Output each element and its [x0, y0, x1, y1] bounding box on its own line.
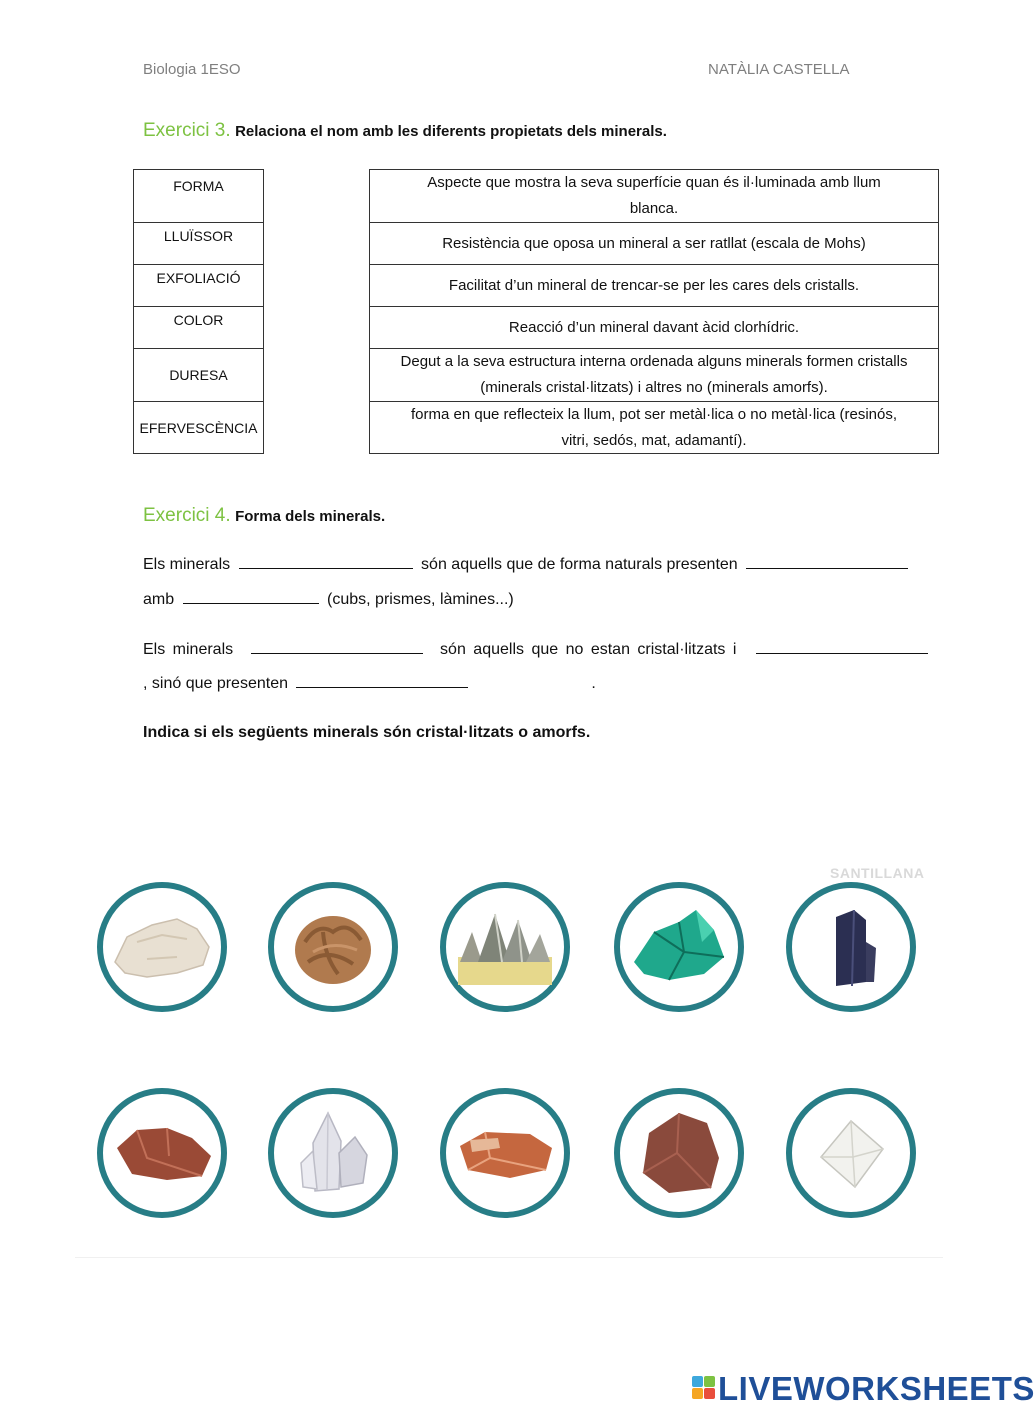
mineral-circle[interactable] — [614, 882, 744, 1012]
mineral-circle[interactable] — [268, 1088, 398, 1218]
blank-input[interactable] — [239, 554, 413, 569]
exercise3-label: Exercici 3. — [143, 120, 231, 141]
blank-input[interactable] — [183, 589, 319, 604]
paragraph1-line1 — [143, 554, 933, 574]
header-right: NATÀLIA CASTELLA — [708, 61, 850, 78]
mineral-circle[interactable] — [440, 882, 570, 1012]
mineral-circle[interactable] — [97, 882, 227, 1012]
mineral-circle[interactable] — [268, 882, 398, 1012]
blank-input[interactable] — [756, 639, 928, 654]
description-box[interactable]: forma en que reflecteix la llum, pot ser metàl·lica o no metàl·lica (resinós, vitri, sedós, mat, adamantí). — [369, 401, 939, 454]
pointed-crystal-cluster-icon — [450, 902, 560, 992]
mineral-circle[interactable] — [786, 882, 916, 1012]
exercise3-heading — [143, 120, 667, 142]
p2-text-b: són aquells que no estan cristal·litzats i — [440, 641, 737, 658]
blank-input[interactable] — [746, 554, 908, 569]
mineral-circle[interactable] — [97, 1088, 227, 1218]
red-rock-mineral-icon — [107, 1118, 217, 1188]
paragraph2-line1 — [143, 639, 933, 659]
instruction-text: Indica si els següents minerals són cristal·litzats o amorfs. — [143, 724, 591, 741]
p2-text-c: , sinó que presenten — [143, 675, 288, 692]
mineral-circle[interactable] — [614, 1088, 744, 1218]
blank-input[interactable] — [296, 673, 468, 688]
exercise4-heading — [143, 505, 385, 527]
exercise4-label: Exercici 4. — [143, 505, 231, 526]
p1-text-a: Els minerals — [143, 556, 231, 573]
paragraph1-line2 — [143, 589, 514, 609]
clear-quartz-crystal-icon — [283, 1103, 383, 1203]
brand-name[interactable]: LIVEWORKSHEETS — [718, 1370, 1035, 1407]
exercise3-title: Relaciona el nom amb les diferents propietats dels minerals. — [235, 123, 667, 140]
desert-rose-mineral-icon — [283, 902, 383, 992]
watermark: SANTILLANA — [830, 865, 925, 881]
description-box[interactable]: Aspecte que mostra la seva superfície quan és il·luminada amb llum blanca. — [369, 169, 939, 223]
white-octahedral-crystal-icon — [811, 1113, 891, 1193]
mineral-circle[interactable] — [440, 1088, 570, 1218]
p2-text-a: Els minerals — [143, 641, 234, 658]
p1-text-b: són aquells que de forma naturals presenten — [421, 556, 738, 573]
green-crystal-mineral-icon — [624, 902, 734, 992]
blank-input[interactable] — [251, 639, 423, 654]
exercise4-title: Forma dels minerals. — [235, 508, 386, 525]
name-box-exfoliacio[interactable]: EXFOLIACIÓ — [133, 264, 264, 307]
dark-prism-crystal-icon — [816, 902, 886, 992]
header-left: Biologia 1ESO — [143, 61, 241, 78]
name-box-color[interactable]: COLOR — [133, 306, 264, 349]
paragraph2-line2 — [143, 673, 596, 693]
description-box[interactable]: Degut a la seva estructura interna ordenada alguns minerals formen cristalls (minerals cristal·litzats) i altres no (minerals amorfs). — [369, 348, 939, 402]
orange-prism-crystal-icon — [450, 1118, 560, 1188]
mineral-circle[interactable] — [786, 1088, 916, 1218]
p1-text-c: amb — [143, 591, 175, 608]
name-box-duresa[interactable]: DURESA — [133, 348, 264, 402]
description-box[interactable]: Facilitat d’un mineral de trencar-se per les cares dels cristalls. — [369, 264, 939, 307]
white-rock-mineral-icon — [107, 907, 217, 987]
description-box[interactable]: Reacció d’un mineral davant àcid clorhídric. — [369, 306, 939, 349]
name-box-forma[interactable]: FORMA — [133, 169, 264, 223]
p1-text-d: (cubs, prismes, làmines...) — [327, 591, 514, 608]
description-box[interactable]: Resistència que oposa un mineral a ser ratllat (escala de Mohs) — [369, 222, 939, 265]
brown-rock-mineral-icon — [629, 1103, 729, 1203]
p2-text-d: . — [591, 675, 596, 692]
name-box-lluissor[interactable]: LLUÏSSOR — [133, 222, 264, 265]
name-box-efervescencia[interactable]: EFERVESCÈNCIA — [133, 401, 264, 454]
liveworksheets-logo-icon — [692, 1376, 714, 1400]
